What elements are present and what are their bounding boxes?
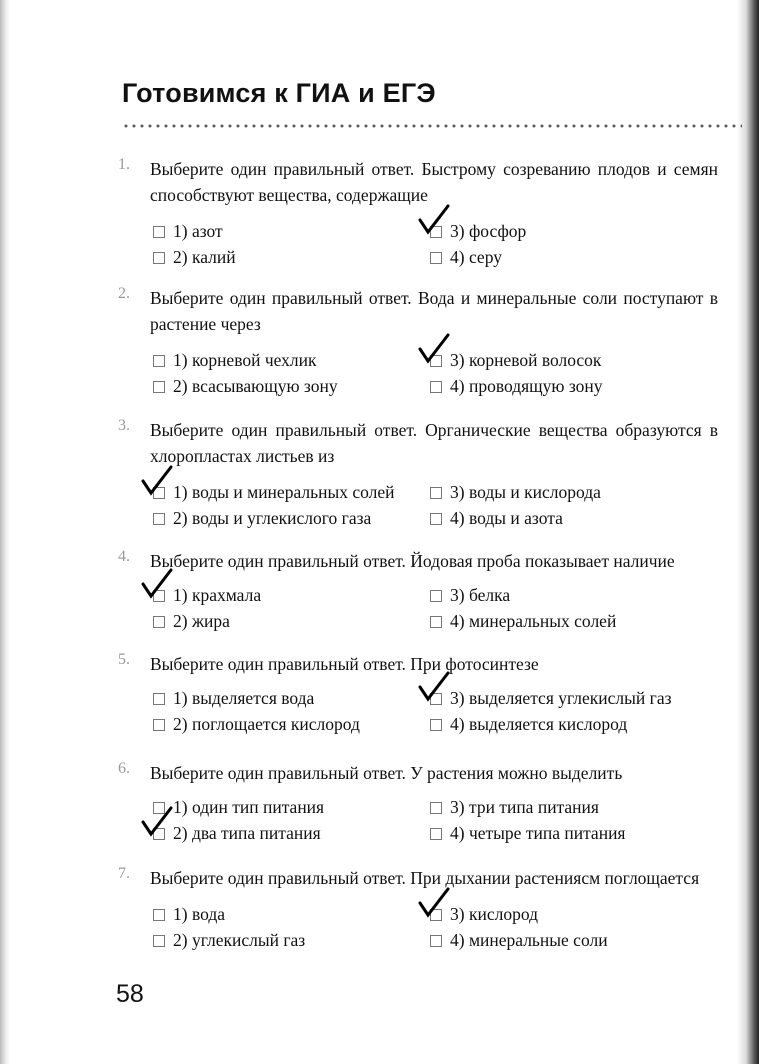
answer-option-3[interactable] [430,901,538,927]
answer-label: 2) жира [173,611,230,631]
answer-option-2[interactable] [153,244,236,270]
answer-label: 3) воды и кислорода [450,482,601,502]
answer-options [150,901,718,953]
answer-option-4[interactable] [430,820,625,846]
checkbox[interactable] [430,252,442,264]
answer-label: 4) четыре типа питания [450,823,626,843]
question-number: 3. [118,417,130,434]
answer-options [150,479,718,531]
question-text: Выберите один правильный ответ. Органические вещества образуются в хлоропластах листьев из [150,420,718,466]
checkbox[interactable] [153,252,165,264]
answer-option-1[interactable] [153,347,317,373]
answer-label: 1) выделяется вода [173,688,315,708]
checkbox[interactable] [430,513,442,525]
answer-label: 2) поглощается кислород [173,714,360,734]
checkbox[interactable] [153,226,165,238]
answer-option-3[interactable] [430,685,672,711]
question-text: Выберите один правильный ответ. У растения можно выделить [150,763,623,783]
handwritten-checkmark-icon [141,806,177,842]
checkbox[interactable] [430,802,442,814]
answer-label: 4) серу [450,247,502,267]
answer-label: 2) два типа питания [173,823,321,843]
answer-options [150,347,718,399]
answer-option-4[interactable] [430,373,603,399]
answer-label: 1) один тип питания [173,797,325,817]
answer-option-3[interactable] [430,479,601,505]
checkbox[interactable] [430,590,442,602]
page-title: Готовимся к ГИА и ЕГЭ [122,78,436,108]
answer-label: 4) минеральные соли [450,930,608,950]
answer-option-1[interactable] [153,685,314,711]
checkbox[interactable] [430,616,442,628]
answer-option-3[interactable] [430,582,510,608]
checkbox[interactable] [153,719,165,731]
answer-label: 1) воды и минеральных солей [173,482,395,502]
answer-label: 4) воды и азота [450,508,563,528]
handwritten-checkmark-icon [418,204,454,240]
question-7 [118,865,718,953]
answer-label: 3) корневой волосок [450,350,602,370]
scan-edge-left [0,0,10,1064]
answer-option-4[interactable] [430,244,502,270]
answer-label: 3) белка [450,585,511,605]
question-2 [118,285,718,399]
answer-option-4[interactable] [430,927,608,953]
question-number: 5. [118,651,130,668]
answer-option-2[interactable] [153,711,360,737]
question-number: 7. [118,865,130,882]
question-text: Выберите один правильный ответ. При дыхании растениясм поглощается [150,868,700,888]
handwritten-checkmark-icon [141,465,177,501]
question-text: Выберите один правильный ответ. Йодовая проба показывает наличие [150,551,675,571]
answer-option-2[interactable] [153,927,305,953]
answer-option-1[interactable] [153,218,223,244]
question-6 [118,760,718,846]
answer-label: 1) корневой чехлик [173,350,317,370]
checkbox[interactable] [430,719,442,731]
answer-label: 3) выделяется углекислый газ [450,688,672,708]
checkbox[interactable] [153,909,165,921]
answer-label: 2) углекислый газ [173,930,306,950]
checkbox[interactable] [153,935,165,947]
checkbox[interactable] [153,381,165,393]
dotted-divider [122,124,742,128]
question-5 [118,651,718,737]
answer-label: 3) кислород [450,904,538,924]
answer-label: 3) три типа питания [450,797,599,817]
handwritten-checkmark-icon [418,887,454,923]
handwritten-checkmark-icon [141,568,177,604]
question-number: 2. [118,285,130,302]
answer-label: 2) всасывающую зону [173,376,338,396]
scan-edge-right [737,0,759,1064]
answer-option-3[interactable] [430,347,601,373]
answer-option-2[interactable] [153,373,338,399]
handwritten-checkmark-icon [418,333,454,369]
question-text: Выберите один правильный ответ. При фотосинтезе [150,654,539,674]
question-number: 1. [118,156,130,173]
answer-option-1[interactable] [153,479,394,505]
page-number: 58 [116,980,144,1008]
answer-option-4[interactable] [430,505,563,531]
answer-option-2[interactable] [153,820,321,846]
question-4 [118,548,718,634]
answer-option-1[interactable] [153,901,225,927]
answer-label: 2) воды и углекислого газа [173,508,372,528]
answer-option-1[interactable] [153,794,324,820]
answer-label: 1) азот [173,221,223,241]
checkbox[interactable] [153,693,165,705]
answer-option-1[interactable] [153,582,261,608]
answer-label: 1) крахмала [173,585,262,605]
checkbox[interactable] [430,828,442,840]
answer-options [150,582,718,634]
question-1 [118,156,718,270]
checkbox[interactable] [153,355,165,367]
checkbox[interactable] [153,616,165,628]
question-number: 4. [118,548,130,565]
question-text: Выберите один правильный ответ. Вода и минеральные соли поступают в растение через [150,288,718,334]
answer-option-2[interactable] [153,505,371,531]
answer-options [150,218,718,270]
question-3 [118,417,718,531]
answer-option-3[interactable] [430,794,599,820]
question-number: 6. [118,760,130,777]
checkbox[interactable] [430,381,442,393]
answer-label: 2) калий [173,247,236,267]
checkbox[interactable] [430,935,442,947]
checkbox[interactable] [430,487,442,499]
answer-option-4[interactable] [430,711,627,737]
answer-option-2[interactable] [153,608,230,634]
answer-options [150,685,718,737]
answer-label: 4) выделяется кислород [450,714,628,734]
answer-label: 4) минеральных солей [450,611,617,631]
answer-option-4[interactable] [430,608,616,634]
checkbox[interactable] [153,513,165,525]
handwritten-checkmark-icon [418,671,454,707]
question-text: Выберите один правильный ответ. Быстрому созреванию плодов и семян способствуют вещества, содержащие [150,159,718,205]
answer-label: 3) фосфор [450,221,527,241]
answer-options [150,794,718,846]
answer-label: 1) вода [173,904,226,924]
answer-option-3[interactable] [430,218,526,244]
answer-label: 4) проводящую зону [450,376,603,396]
